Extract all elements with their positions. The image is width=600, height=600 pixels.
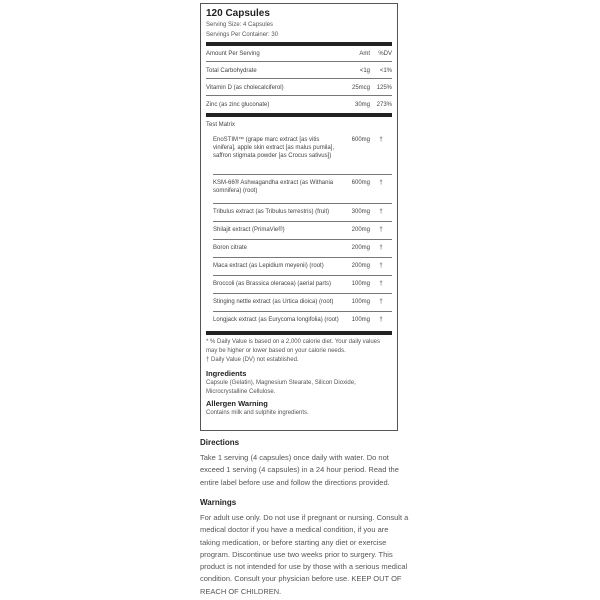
ingredient-dv: † bbox=[379, 227, 383, 233]
ingredient-dv: † bbox=[379, 299, 383, 305]
ingredient-dv: † bbox=[379, 263, 383, 269]
matrix-row bbox=[213, 294, 392, 312]
nutrient-amount: 25mcg bbox=[351, 85, 370, 91]
ingredient-amount: 200mg bbox=[351, 227, 370, 233]
nutrient-dv: 273% bbox=[376, 102, 392, 108]
directions-heading: Directions bbox=[200, 438, 240, 447]
warnings-heading: Warnings bbox=[200, 498, 237, 507]
amount-per-serving-label: Amount Per Serving bbox=[206, 51, 260, 57]
nutrient-amount: <1g bbox=[359, 68, 370, 74]
ingredient-name: Maca extract (as Lepidium meyenii) (root) bbox=[213, 263, 324, 269]
ingredient-amount: 100mg bbox=[351, 281, 370, 287]
warnings-text: For adult use only. Do not use if pregnant or nursing. Consult a medical doctor if you have a medical condition, if you are taking medication, or before starting any diet or exercise program. Discontinue use two weeks prior to surgery. This product is not intended for use by those with a serious medical condition. Consult your physician before use. KEEP OUT OF REACH OF CHILDREN. bbox=[200, 513, 409, 596]
matrix-row bbox=[213, 204, 392, 222]
nutrient-name: Zinc (as zinc gluconate) bbox=[206, 102, 270, 108]
ingredient-name: Stinging nettle extract (as Urtica dioica) (root) bbox=[213, 299, 334, 305]
nutrient-name: Vitamin D (as cholecalciferol) bbox=[206, 85, 284, 91]
serving-size: Serving Size: 4 Capsules bbox=[206, 22, 274, 28]
ingredient-name: EnoSTIM™ (grape marc extract [as vitis vinifera], apple skin extract [as malus pumila], saffron stigmata powder [as Crocus sativus]) bbox=[213, 137, 335, 159]
container-count: 120 Capsules bbox=[206, 8, 270, 19]
ingredient-amount: 600mg bbox=[351, 180, 370, 186]
ingredient-amount: 200mg bbox=[351, 245, 370, 251]
nutrient-row bbox=[206, 62, 392, 79]
ingredient-amount: 600mg bbox=[351, 137, 370, 143]
ingredient-dv: † bbox=[379, 245, 383, 251]
ingredient-amount: 100mg bbox=[351, 299, 370, 305]
ingredient-name: Longjack extract (as Eurycoma longifolia) (root) bbox=[213, 317, 339, 323]
supplement-facts-panel bbox=[200, 3, 398, 431]
ingredient-dv: † bbox=[379, 281, 383, 287]
dv-not-established-note: † Daily Value (DV) not established. bbox=[206, 357, 299, 363]
warnings-section bbox=[200, 497, 410, 598]
ingredient-name: KSM-66® Ashwagandha extract (as Withania somnifera) (root) bbox=[213, 180, 334, 194]
ingredient-name: Broccoli (as Brassica oleracea) (aerial parts) bbox=[213, 281, 332, 287]
ingredient-name: Shilajit extract (PrimaVie®) bbox=[213, 227, 285, 233]
directions-text: Take 1 serving (4 capsules) once daily with water. Do not exceed 1 serving (4 capsules) in a 24 hour period. Read the entire label before use and follow the directions provided. bbox=[200, 453, 399, 487]
matrix-row bbox=[213, 132, 392, 175]
matrix-title-text: Test Matrix bbox=[206, 122, 236, 128]
thick-divider bbox=[206, 331, 392, 335]
ingredient-dv: † bbox=[379, 209, 383, 215]
matrix-row bbox=[213, 312, 392, 330]
ingredient-dv: † bbox=[379, 317, 383, 323]
ingredient-amount: 300mg bbox=[351, 209, 370, 215]
ingredient-dv: † bbox=[379, 137, 383, 143]
dv-column-label: %DV bbox=[378, 51, 392, 57]
ingredient-amount: 200mg bbox=[351, 263, 370, 269]
ingredients-heading: Ingredients bbox=[206, 369, 247, 378]
nutrient-name: Total Carbohydrate bbox=[206, 68, 257, 74]
amt-column-label: Amt bbox=[359, 51, 370, 57]
nutrient-row bbox=[206, 96, 392, 113]
matrix-row bbox=[213, 175, 392, 204]
amount-header-row bbox=[206, 46, 392, 62]
matrix-title bbox=[206, 117, 392, 132]
matrix-row bbox=[213, 276, 392, 294]
ingredient-name: Boron citrate bbox=[213, 245, 248, 251]
servings-per-container: Servings Per Container: 30 bbox=[206, 32, 279, 38]
nutrient-row bbox=[206, 79, 392, 96]
nutrient-amount: 30mg bbox=[354, 102, 370, 108]
matrix-row bbox=[213, 258, 392, 276]
nutrient-dv: 125% bbox=[376, 85, 392, 91]
matrix-row bbox=[213, 240, 392, 258]
directions-section bbox=[200, 437, 410, 489]
ingredient-amount: 100mg bbox=[351, 317, 370, 323]
ingredients-text: Capsule (Gelatin), Magnesium Stearate, Silicon Dioxide, Microcrystalline Cellulose. bbox=[206, 380, 356, 395]
nutrient-dv: <1% bbox=[379, 68, 392, 74]
matrix-row bbox=[213, 222, 392, 240]
allergen-text: Contains milk and sulphite ingredients. bbox=[206, 410, 309, 416]
daily-value-footnote: * % Daily Value is based on a 2,000 calorie diet. Your daily values may be higher or lower based on your calorie needs. bbox=[206, 339, 380, 354]
allergen-heading: Allergen Warning bbox=[206, 399, 268, 408]
ingredient-dv: † bbox=[379, 180, 383, 186]
ingredient-name: Tribulus extract (as Tribulus terrestris) (fruit) bbox=[213, 209, 330, 215]
